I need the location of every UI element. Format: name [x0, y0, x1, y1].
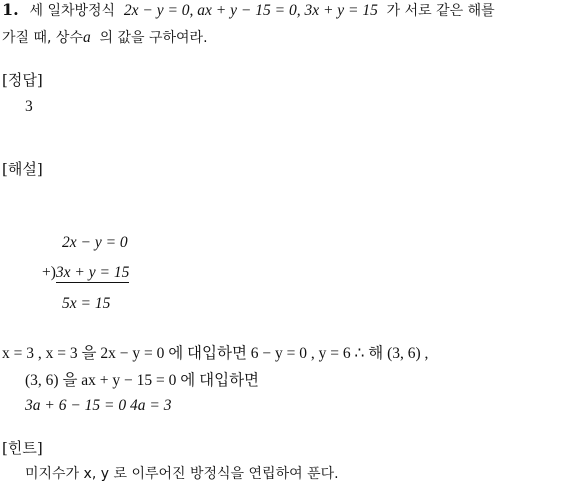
explanation-eq3: 5x = 15: [62, 295, 111, 312]
explanation-label: [해설]: [2, 160, 43, 178]
question-number: 1.: [2, 0, 19, 19]
hint-label: [힌트]: [2, 439, 43, 457]
explanation-line-2: (3, 6) 을 ax + y − 15 = 0 에 대입하면: [25, 372, 260, 389]
hint-text: 미지수가 x, y 로 이루어진 방정식을 연립하여 푼다.: [25, 466, 339, 482]
question-equations: 2x − y = 0, ax + y − 15 = 0, 3x + y = 15: [123, 2, 378, 19]
question-tail: 가 서로 같은 해를: [386, 3, 495, 19]
question-line2-tail: 의 값을 구하여라.: [99, 30, 208, 46]
question-variable: a: [82, 29, 91, 46]
question-line-1: [2, 0, 495, 21]
plus-prefix: +): [42, 264, 56, 281]
explanation-line-1: x = 3 , x = 3 을 2x − y = 0 에 대입하면 6 − y = 0 , y = 6 ∴ 해 (3, 6) ,: [2, 345, 429, 362]
question-line2-text: 가질 때, 상수: [2, 30, 83, 46]
question-lead: 세 일차방정식: [29, 3, 116, 19]
answer-value: 3: [25, 98, 33, 115]
explanation-line-3: 3a + 6 − 15 = 0 4a = 3: [25, 397, 172, 414]
explanation-eq2-row: [42, 263, 129, 283]
answer-label: [정답]: [2, 71, 43, 89]
explanation-eq1: 2x − y = 0: [62, 234, 128, 251]
question-line-2: [2, 27, 208, 48]
explanation-eq2: 3x + y = 15: [55, 264, 130, 281]
